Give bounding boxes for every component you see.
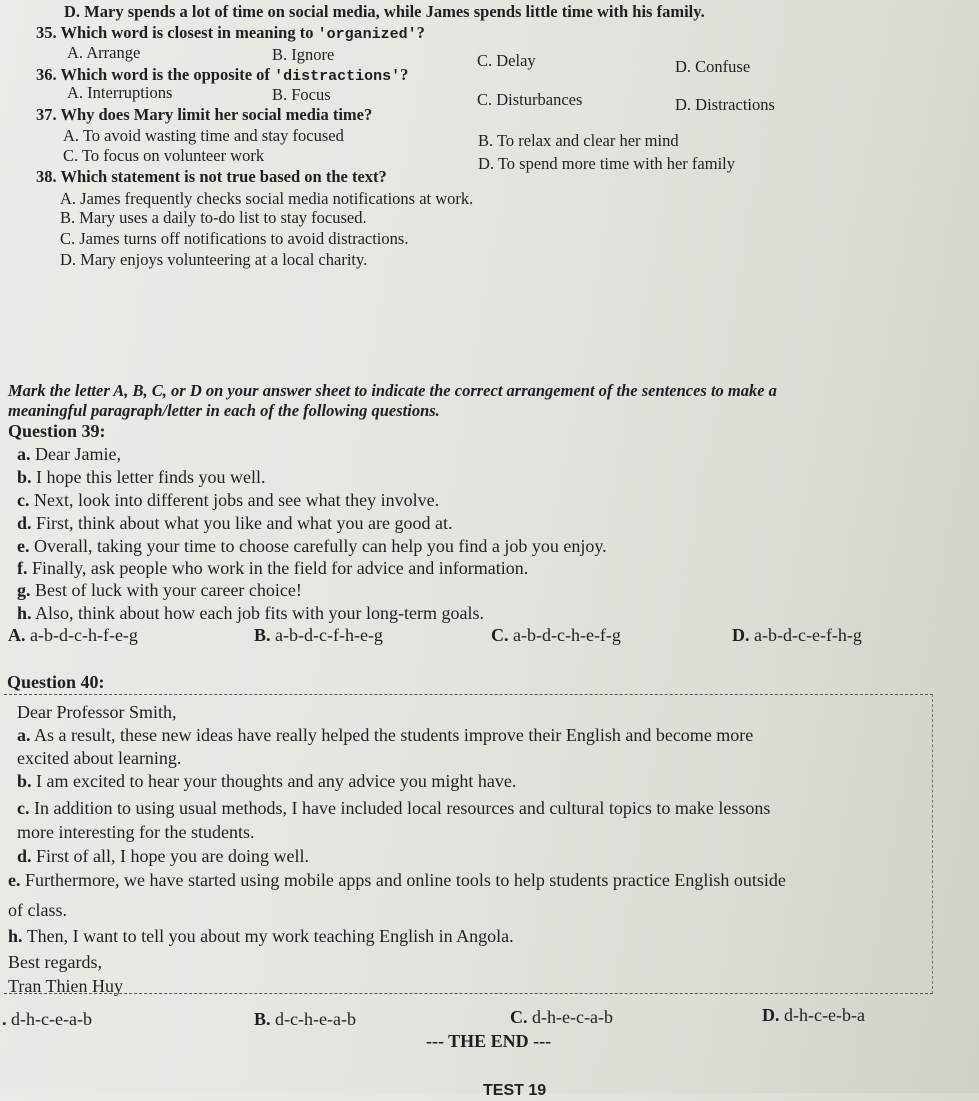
q38-option-d[interactable]: D. Mary enjoys volunteering at a local charity. xyxy=(60,250,368,269)
q40-signature: Tran Thien Huy xyxy=(8,976,124,996)
next-test-heading: TEST 19 xyxy=(483,1082,547,1099)
q38-option-b[interactable]: B. Mary uses a daily to-do list to stay focused. xyxy=(60,208,367,227)
q40-line-c-cont: more interesting for the students. xyxy=(17,822,255,842)
line-letter-label: b. xyxy=(17,771,32,791)
q38-option-a[interactable]: A. James frequently checks social media notifications at work. xyxy=(60,189,474,208)
line-letter-label: a. xyxy=(17,725,31,745)
q40-line-e-cont: of class. xyxy=(8,900,67,920)
instruction-line-2: meaningful paragraph/letter in each of the following questions. xyxy=(8,401,440,420)
q39-line-c: c. Next, look into different jobs and see what they involve. xyxy=(17,490,440,510)
line-letter-label: e. xyxy=(8,870,21,890)
q37-option-b[interactable]: B. To relax and clear her mind xyxy=(478,131,679,150)
q40-line-b: b. I am excited to hear your thoughts and any advice you might have. xyxy=(17,771,517,791)
q35-option-c[interactable]: C. Delay xyxy=(477,51,536,70)
line-letter-label: g. xyxy=(17,580,31,600)
line-letter-label: a. xyxy=(17,444,31,464)
q40-option-b[interactable]: B. d-c-h-e-a-b xyxy=(254,1009,356,1029)
q39-title: Question 39: xyxy=(8,421,106,441)
q39-option-a[interactable]: A. a-b-d-c-h-f-e-g xyxy=(8,625,138,645)
q39-line-b: b. I hope this letter finds you well. xyxy=(17,467,266,487)
q37-option-d[interactable]: D. To spend more time with her family xyxy=(478,154,735,173)
q39-line-d: d. First, think about what you like and what you are good at. xyxy=(17,513,453,533)
q37-option-c[interactable]: C. To focus on volunteer work xyxy=(63,146,265,165)
line-letter-label: d. xyxy=(17,846,32,866)
q40-line-e: e. Furthermore, we have started using mobile apps and online tools to help students practice English outside xyxy=(8,870,786,890)
q40-closing: Best regards, xyxy=(8,952,102,972)
line-letter-label: d. xyxy=(17,513,32,533)
q39-line-f: f. Finally, ask people who work in the field for advice and information. xyxy=(17,558,529,578)
line-letter-label: h. xyxy=(17,603,32,623)
q37-option-a[interactable]: A. To avoid wasting time and stay focused xyxy=(63,126,344,145)
q38-option-c[interactable]: C. James turns off notifications to avoid distractions. xyxy=(60,229,409,248)
q40-salutation: Dear Professor Smith, xyxy=(17,702,177,722)
q37-stem: 37. Why does Mary limit her social media time? xyxy=(36,105,373,124)
q36-option-a[interactable]: A. Interruptions xyxy=(67,83,173,102)
q40-title: Question 40: xyxy=(7,672,105,692)
line-letter-label: f. xyxy=(17,558,28,578)
line-letter-label: e. xyxy=(17,536,30,556)
q38-stem: 38. Which statement is not true based on the text? xyxy=(36,167,387,186)
q34-option-d: D. Mary spends a lot of time on social media, while James spends little time with his family. xyxy=(64,2,705,21)
q40-line-a-cont: excited about learning. xyxy=(17,748,182,768)
q40-option-c[interactable]: C. d-h-e-c-a-b xyxy=(510,1007,613,1027)
q39-line-e: e. Overall, taking your time to choose carefully can help you find a job you enjoy. xyxy=(17,536,607,556)
line-letter-label: h. xyxy=(8,926,23,946)
q36-option-c[interactable]: C. Disturbances xyxy=(477,90,583,109)
q36-stem: 36. Which word is the opposite of 'distractions'? xyxy=(36,65,409,85)
q35-option-a[interactable]: A. Arrange xyxy=(67,43,141,62)
line-letter-label: b. xyxy=(17,467,32,487)
q40-option-a[interactable]: . d-h-c-e-a-b xyxy=(2,1009,92,1029)
q40-line-a: a. As a result, these new ideas have really helped the students improve their English and become more xyxy=(17,725,754,745)
q35-stem: 35. Which word is closest in meaning to 'organized'? xyxy=(36,23,425,43)
q36-option-d[interactable]: D. Distractions xyxy=(675,95,775,114)
q40-line-c: c. In addition to using usual methods, I have included local resources and cultural topics to make lessons xyxy=(17,798,771,818)
q39-line-h: h. Also, think about how each job fits with your long-term goals. xyxy=(17,603,484,623)
q35-option-d[interactable]: D. Confuse xyxy=(675,57,751,76)
the-end-marker: --- THE END --- xyxy=(426,1031,552,1051)
q36-option-b[interactable]: B. Focus xyxy=(272,85,331,104)
q39-option-d[interactable]: D. a-b-d-c-e-f-h-g xyxy=(732,625,862,645)
q40-line-h: h. Then, I want to tell you about my work teaching English in Angola. xyxy=(8,926,514,946)
q39-option-b[interactable]: B. a-b-d-c-f-h-e-g xyxy=(254,625,383,645)
line-letter-label: c. xyxy=(17,490,30,510)
q40-line-d: d. First of all, I hope you are doing well. xyxy=(17,846,309,866)
q39-line-g: g. Best of luck with your career choice! xyxy=(17,580,302,600)
q35-option-b[interactable]: B. Ignore xyxy=(272,45,335,64)
q39-option-c[interactable]: C. a-b-d-c-h-e-f-g xyxy=(491,625,621,645)
q40-option-d[interactable]: D. d-h-c-e-b-a xyxy=(762,1005,865,1025)
line-letter-label: c. xyxy=(17,798,30,818)
instruction-line-1: Mark the letter A, B, C, or D on your answer sheet to indicate the correct arrangement of the sentences to make a xyxy=(8,381,777,400)
q39-line-a: a. Dear Jamie, xyxy=(17,444,121,464)
